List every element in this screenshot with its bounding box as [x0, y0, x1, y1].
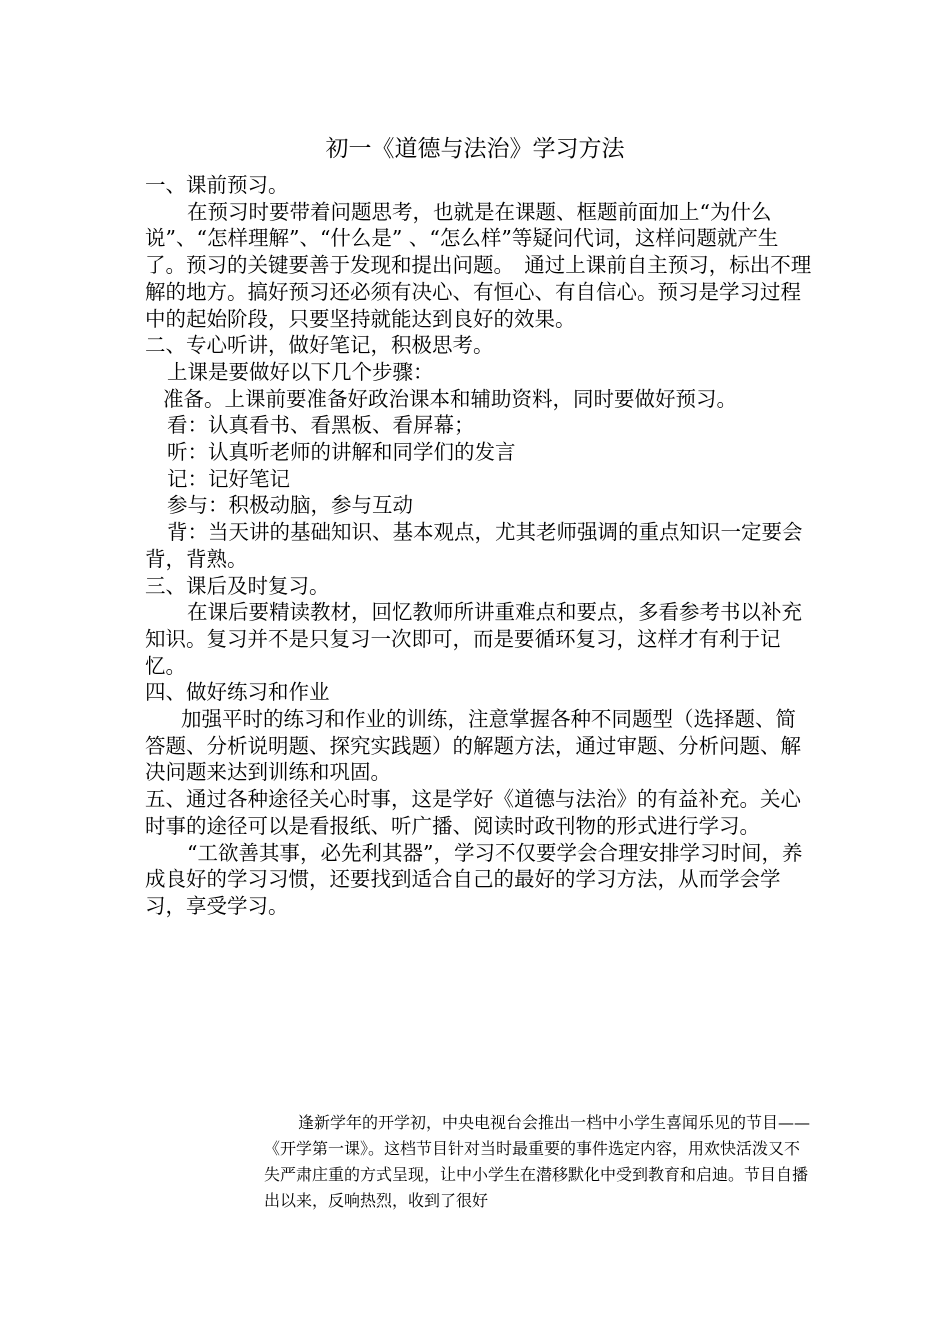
- section-intro-steps: 上课是要做好以下几个步骤：: [167, 359, 434, 384]
- document-title: 初一《道德与法治》学习方法: [325, 136, 625, 162]
- section-heading-listening: 二、专心听讲，做好笔记，积极思考。: [145, 333, 494, 358]
- step-item-listen: 听：认真听老师的讲解和同学们的发言: [167, 440, 516, 465]
- lower-text-block: [264, 1110, 812, 1214]
- step-item-prepare: 准备。上课前要准备好政治课本和辅助资料，同时要做好预习。: [163, 386, 737, 411]
- step-item-participate: 参与：积极动脑，参与互动: [167, 493, 413, 518]
- section-body-preview: 在预习时要带着问题思考，也就是在课题、框题前面加上“为什么说”、“怎样理解”、“什么是” 、“怎么样”等疑问代词，这样问题就产生了。预习的关键要善于发现和提出问题。 通过上课前自主预习，标出不理解的地方。搞好预习还必须有决心、有恒心、有自信心。预习是学习过程中的起始阶段，只要坚持就能达到良好的效果。: [145, 199, 812, 331]
- step-item-notes: 记：记好笔记: [167, 466, 290, 491]
- step-item-recite: 背：当天讲的基础知识、基本观点，尤其老师强调的重点知识一定要会背，背熟。: [145, 520, 803, 571]
- lower-paragraph: 逢新学年的开学初，中央电视台会推出一档中小学生喜闻乐见的节目——《开学第一课》。这档节目针对当时最重要的事件选定内容，用欢快活泼又不失严肃庄重的方式呈现，让中小学生在潜移默化中受到教育和启迪。节目自播出以来，反响热烈，收到了很好: [264, 1113, 811, 1210]
- section-heading-preview: 一、课前预习。: [145, 173, 289, 197]
- section-body-practice: 加强平时的练习和作业的训练，注意掌握各种不同题型（选择题、简答题、分析说明题、探究实践题）的解题方法，通过审题、分析问题、解决问题来达到训练和巩固。: [145, 707, 801, 785]
- section-body-review: 在课后要精读教材，回忆教师所讲重难点和要点，多看参考书以补充知识。复习并不是只复习一次即可，而是要循环复习，这样才有利于记忆。: [145, 600, 802, 678]
- document-body: [145, 172, 813, 920]
- conclusion-paragraph: “工欲善其事，必先利其器”，学习不仅要学会合理安排学习时间，养成良好的学习习惯，还要找到适合自己的最好的学习方法，从而学会学习，享受学习。: [145, 840, 803, 918]
- section-heading-practice: 四、做好练习和作业: [145, 680, 330, 705]
- step-item-look: 看：认真看书、看黑板、看屏幕；: [167, 413, 475, 438]
- section-heading-review: 三、课后及时复习。: [145, 573, 330, 598]
- section-body-current-affairs: 五、通过各种途径关心时事，这是学好《道德与法治》的有益补充。关心时事的途径可以是看报纸、听广播、阅读时政刊物的形式进行学习。: [145, 787, 801, 838]
